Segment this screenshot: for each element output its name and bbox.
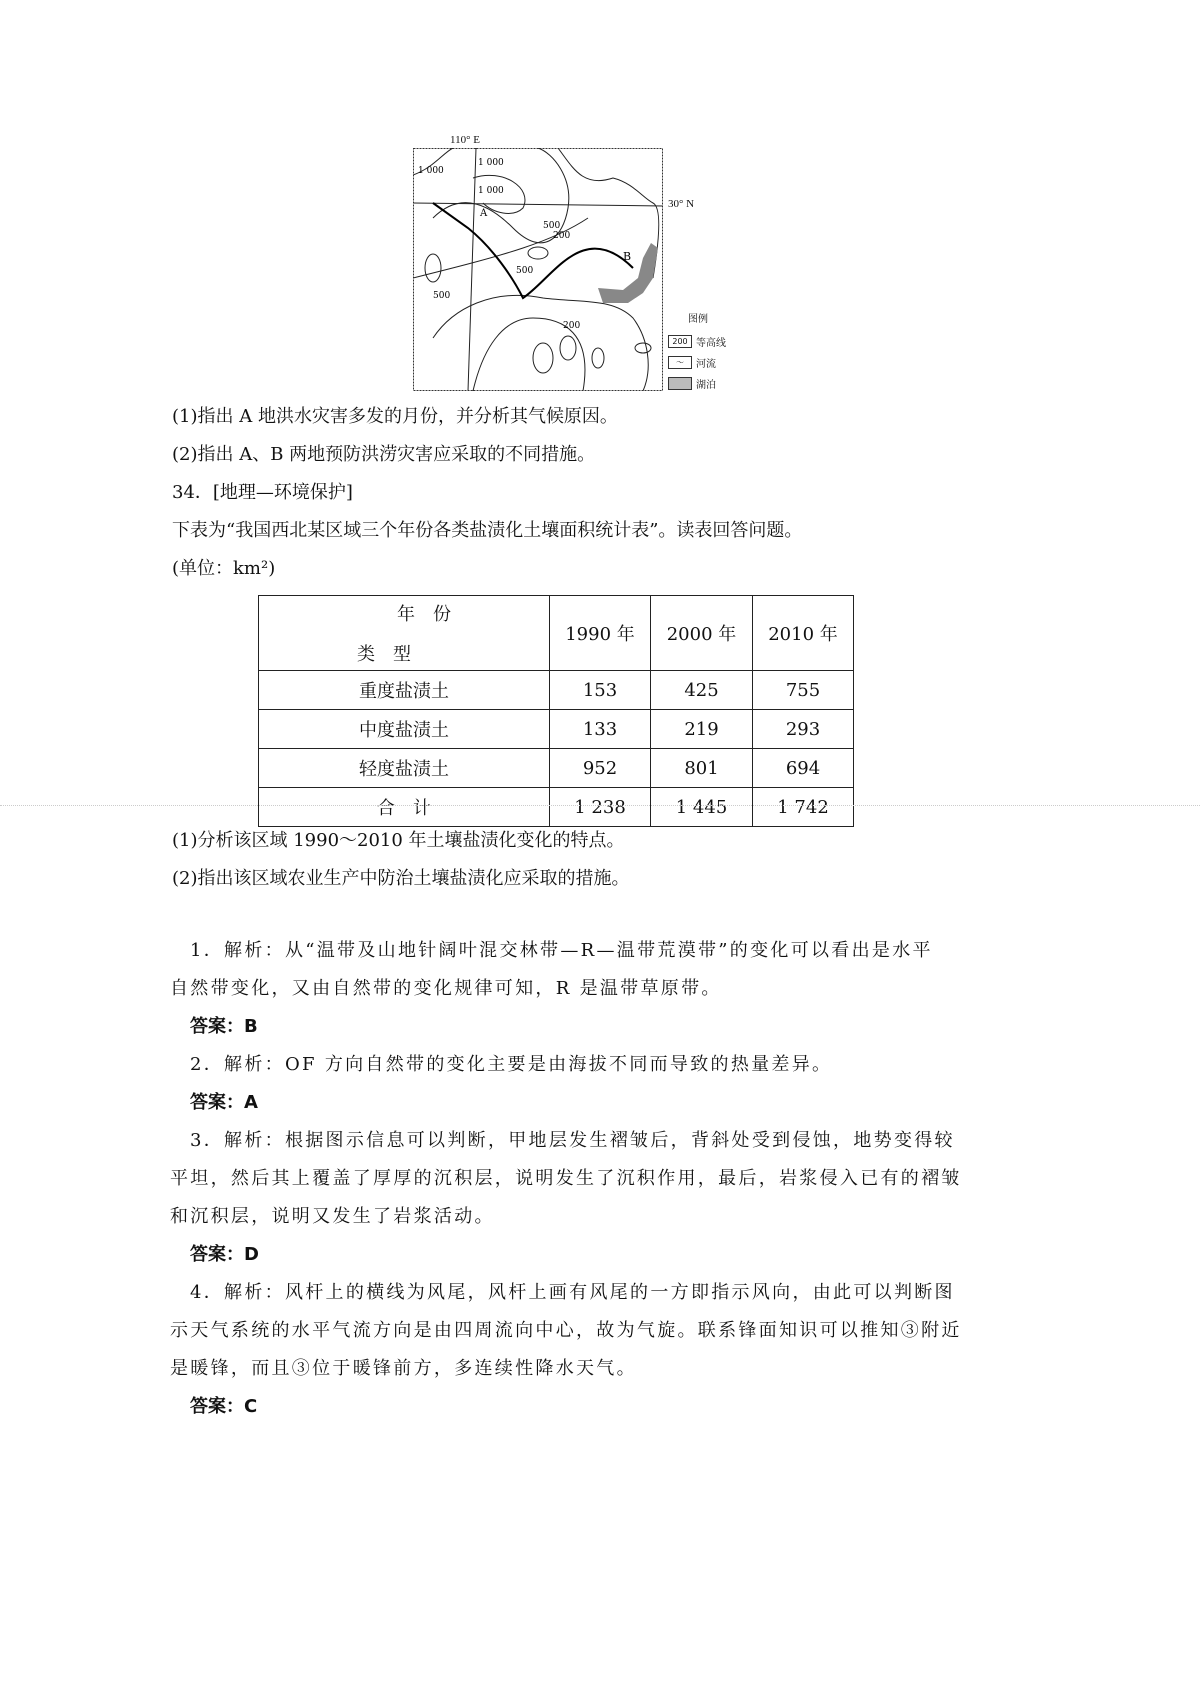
river-icon: 〜 bbox=[668, 356, 692, 369]
answer-3-line: 3．解析：根据图示信息可以判断，甲地层发生褶皱后，背斜处受到侵蚀，地势变得较 bbox=[190, 1130, 955, 1151]
svg-text:500: 500 bbox=[543, 221, 561, 231]
answer-4-key: 答案：C bbox=[190, 1396, 258, 1417]
legend-item-river: 〜 河流 bbox=[668, 355, 716, 370]
header-corner: 年 份 类 型 bbox=[259, 596, 550, 671]
legend-item-contour: 200 等高线 bbox=[668, 334, 726, 349]
table-row: 重度盐渍土 153 425 755 bbox=[259, 671, 854, 710]
latitude-label: 30° N bbox=[668, 198, 695, 210]
svg-text:500: 500 bbox=[516, 266, 534, 276]
answer-4-line: 示天气系统的水平气流方向是由四周流向中心，故为气旋。联系锋面知识可以推知③附近 bbox=[170, 1320, 962, 1341]
longitude-label: 110° E bbox=[450, 134, 480, 146]
map-drawing bbox=[413, 148, 663, 391]
q33-part1: (1)指出 A 地洪水灾害多发的月份，并分析其气候原因。 bbox=[172, 406, 618, 427]
col-header: 2010 年 bbox=[753, 596, 854, 671]
answer-2-line: 2．解析：OF 方向自然带的变化主要是由海拔不同而导致的热量差异。 bbox=[190, 1054, 833, 1075]
q34-intro: 下表为“我国西北某区域三个年份各类盐渍化土壤面积统计表”。读表回答问题。 bbox=[172, 520, 803, 541]
answer-2-key: 答案：A bbox=[190, 1092, 258, 1113]
col-header: 1990 年 bbox=[550, 596, 651, 671]
salinization-table bbox=[258, 595, 854, 827]
answer-4-line: 是暖锋，而且③位于暖锋前方，多连续性降水天气。 bbox=[170, 1358, 637, 1379]
q34-unit: (单位：km²) bbox=[172, 558, 276, 579]
col-header: 2000 年 bbox=[651, 596, 753, 671]
answer-4-line: 4．解析：风杆上的横线为风尾，风杆上画有风尾的一方即指示风向，由此可以判断图 bbox=[190, 1282, 955, 1303]
svg-text:1 000: 1 000 bbox=[478, 158, 504, 168]
legend-title: 图例 bbox=[688, 314, 708, 325]
table-row: 合 计 1 238 1 445 1 742 bbox=[259, 788, 854, 827]
svg-text:200: 200 bbox=[553, 231, 571, 241]
page-divider bbox=[0, 805, 1200, 806]
q34-title: 34．[地理—环境保护] bbox=[172, 482, 353, 503]
table-row: 轻度盐渍土 952 801 694 bbox=[259, 749, 854, 788]
answer-1-line: 自然带变化，又由自然带的变化规律可知，R 是温带草原带。 bbox=[170, 978, 722, 999]
svg-text:A: A bbox=[480, 208, 488, 219]
q34-part2: (2)指出该区域农业生产中防治土壤盐渍化应采取的措施。 bbox=[172, 868, 630, 889]
svg-text:1 000: 1 000 bbox=[478, 186, 504, 196]
legend-item-lake: 湖泊 bbox=[668, 376, 716, 391]
answer-3-line: 和沉积层，说明又发生了岩浆活动。 bbox=[170, 1206, 495, 1227]
answer-1-key: 答案：B bbox=[190, 1016, 258, 1037]
svg-text:200: 200 bbox=[563, 321, 581, 331]
svg-text:1 000: 1 000 bbox=[418, 166, 444, 176]
answer-3-key: 答案：D bbox=[190, 1244, 259, 1265]
lake-icon bbox=[668, 377, 692, 390]
q34-part1: (1)分析该区域 1990～2010 年土壤盐渍化变化的特点。 bbox=[172, 830, 625, 851]
answer-3-line: 平坦，然后其上覆盖了厚厚的沉积层，说明发生了沉积作用，最后，岩浆侵入已有的褶皱 bbox=[170, 1168, 962, 1189]
answer-1-line: 1．解析：从“温带及山地针阔叶混交林带—R—温带荒漠带”的变化可以看出是水平 bbox=[190, 940, 933, 961]
svg-text:B: B bbox=[623, 250, 632, 263]
table-row: 中度盐渍土 133 219 293 bbox=[259, 710, 854, 749]
q33-part2: (2)指出 A、B 两地预防洪涝灾害应采取的不同措施。 bbox=[172, 444, 596, 465]
svg-text:500: 500 bbox=[433, 291, 451, 301]
